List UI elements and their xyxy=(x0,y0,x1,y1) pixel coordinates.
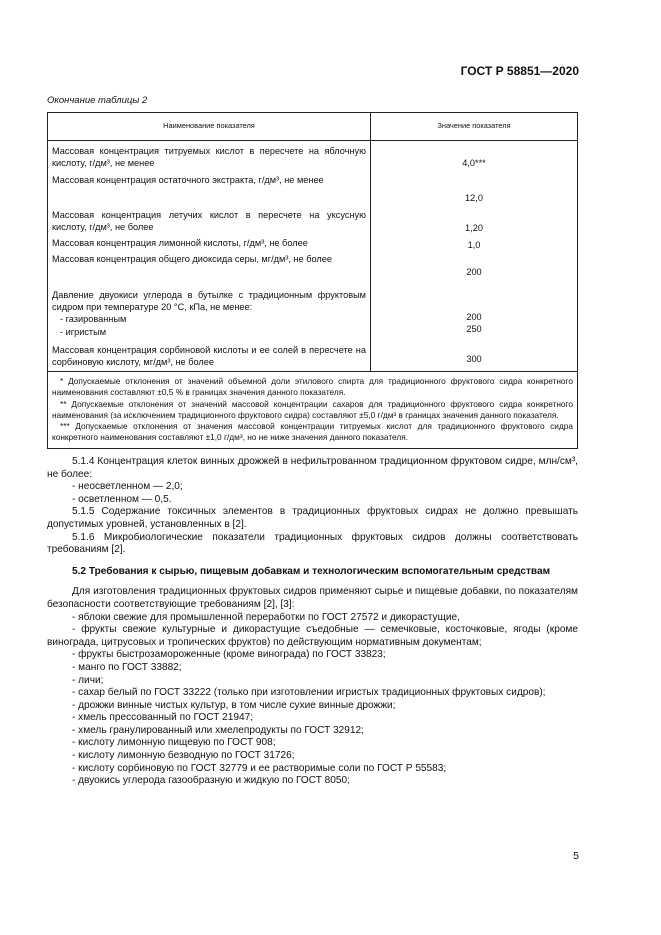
list-item: - кислоту сорбиновую по ГОСТ 32779 и ее растворимые соли по ГОСТ Р 55583; xyxy=(72,762,447,774)
row-value-7: 300 xyxy=(466,354,482,364)
para-5-1-5: 5.1.5 Содержание токсичных элементов в традиционных фруктовых сидрах не должно превышать допустимых уровней, установленных в [2]. xyxy=(47,506,578,530)
row-value-1: 4,0*** xyxy=(462,158,486,168)
list-item: - фрукты свежие культурные и дикорастущие съедобные — семечковые, косточковые, ягоды (кроме винограда, цитрусовых и тропических фруктов) по действующим нормативным документам; xyxy=(47,624,578,648)
note-1: * Допускаемые отклонения от значений объемной доли этилового спирта для традиционного фруктового сидра конкретного наименования составляют ±0,5 % в границах значения данного показателя. xyxy=(52,376,573,398)
list-item: - кислоту лимонную пищевую по ГОСТ 908; xyxy=(72,737,276,749)
row-6-sub1: - газированным xyxy=(60,314,127,325)
list-item: - манго по ГОСТ 33882; xyxy=(72,661,182,673)
list-item: - яблоки свежие для промышленной переработки по ГОСТ 27572 и дикорастущие, xyxy=(72,611,460,623)
col-header-value: Значение показателя xyxy=(371,113,578,141)
para-5-1-6: 5.1.6 Микробиологические показатели традиционных фруктовых сидров должны соответствовать требованиям [2]. xyxy=(47,531,578,556)
para-5-1-4-item-a: - неосветленном — 2,0; xyxy=(72,481,183,493)
para-5-1-4-item-b: - осветленном — 0,5. xyxy=(72,493,172,505)
notes-cell xyxy=(48,372,578,449)
row-value-4: 1,0 xyxy=(467,240,481,250)
row-name-7: Массовая концентрация сорбиновой кислоты и ее солей в пересчете на сорбиновую кислоту, мг/дм³, не более xyxy=(52,344,366,368)
row-6-sub2: - игристым xyxy=(60,326,107,337)
note-2: ** Допускаемые отклонения от значений массовой концентрации сахаров для традиционного фруктового сидра конкретного наименования (за исключением традиционного фруктового сидра) составляют ±5,0 г/дм³ в границах значения данного показателя. xyxy=(52,398,573,420)
values-cell xyxy=(371,141,578,372)
col-header-name: Наименование показателя xyxy=(48,113,371,141)
table-notes-row xyxy=(48,372,578,449)
page-number: 5 xyxy=(573,850,579,862)
table-caption: Окончание таблицы 2 xyxy=(47,95,148,106)
row-name-1: Массовая концентрация титруемых кислот в пересчете на яблочную кислоту, г/дм³, не менее xyxy=(52,146,366,169)
names-cell xyxy=(48,141,371,372)
section-heading-5-2: 5.2 Требования к сырью, пищевым добавкам и технологическим вспомогательным средствам xyxy=(72,565,551,577)
list-item: - сахар белый по ГОСТ 33222 (только при изготовлении игристых традиционных фруктовых сидров); xyxy=(72,687,546,699)
row-value-2: 12,0 xyxy=(465,193,483,203)
row-value-6a: 200 xyxy=(466,312,482,322)
list-item: - хмель прессованный по ГОСТ 21947; xyxy=(72,712,254,724)
row-name-6: Давление двуокиси углерода в бутылке с традиционным фруктовым сидром при температуре 20 °С, кПа, не менее: xyxy=(52,290,366,313)
table-header-row xyxy=(48,113,578,141)
row-name-2: Массовая концентрация остаточного экстракта, г/дм³, не менее xyxy=(52,175,324,185)
list-item: - хмель гранулированный или хмелепродукты по ГОСТ 32912; xyxy=(72,724,364,736)
row-value-5: 200 xyxy=(466,267,482,277)
row-name-3: Массовая концентрация летучих кислот в пересчете на уксусную кислоту, г/дм³, не более xyxy=(52,210,366,233)
row-value-6b: 250 xyxy=(466,324,482,334)
list-item: - фрукты быстрозамороженные (кроме винограда) по ГОСТ 33823; xyxy=(72,649,386,661)
table-body-row xyxy=(48,141,578,372)
note-3: *** Допускаемые отклонения от значения массовой концентрации титруемых кислот для традиционного фруктового сидра конкретного наименования составляют ±1,0 г/дм³, но не ниже значения данного показателя. xyxy=(52,421,573,443)
list-item: - личи; xyxy=(72,674,104,686)
list-item: - кислоту лимонную безводную по ГОСТ 31726; xyxy=(72,750,295,762)
body-text xyxy=(47,456,578,788)
row-name-4: Массовая концентрация лимонной кислоты, г/дм³, не более xyxy=(52,238,308,248)
para-5-2: Для изготовления традиционных фруктовых сидров применяют сырье и пищевые добавки, по показателям безопасности соответствующие требованиям [2], [3]: xyxy=(47,586,578,610)
indicators-table xyxy=(47,112,578,449)
list-item: - дрожжи винные чистых культур, в том числе сухие винные дрожжи; xyxy=(72,699,396,711)
list-item: - двуокись углерода газообразную и жидкую по ГОСТ 8050; xyxy=(72,775,350,787)
row-name-5: Массовая концентрация общего диоксида серы, мг/дм³, не более xyxy=(52,254,332,264)
para-5-1-4: 5.1.4 Концентрация клеток винных дрожжей в нефильтрованном традиционном фруктовом сидре, млн/см³, не более: xyxy=(47,456,578,480)
row-value-3: 1,20 xyxy=(465,223,483,233)
document-number: ГОСТ Р 58851—2020 xyxy=(460,64,579,78)
